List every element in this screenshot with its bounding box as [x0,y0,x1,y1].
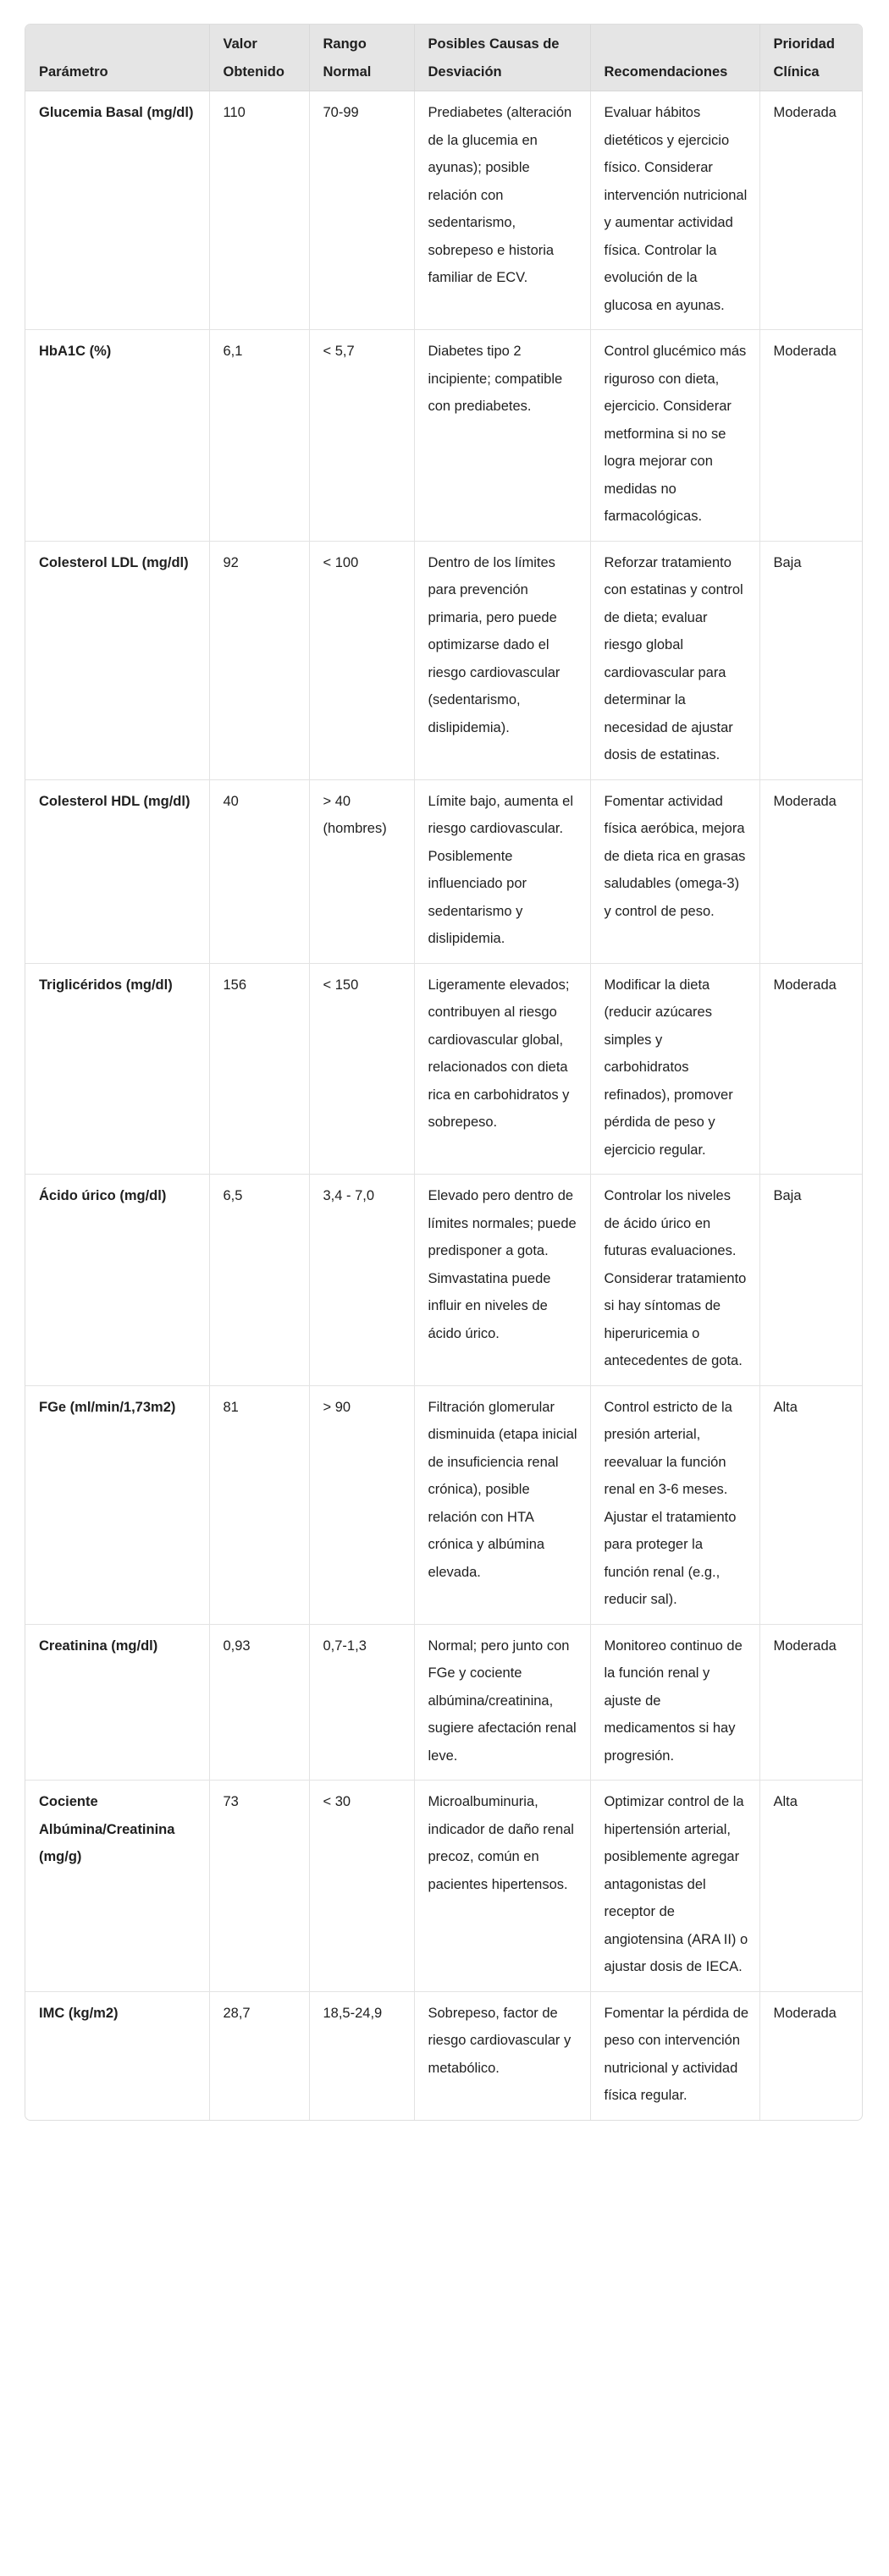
cell-causas: Dentro de los límites para prevención primaria, pero puede optimizarse dado el riesgo cardiovascular (sedentarismo, dislipidemia). [414,541,590,779]
cell-parametro: Glucemia Basal (mg/dl) [25,91,209,330]
cell-parametro: Ácido úrico (mg/dl) [25,1175,209,1386]
cell-parametro: Creatinina (mg/dl) [25,1624,209,1781]
header-row [25,25,862,91]
cell-rango: < 100 [309,541,414,779]
cell-causas: Normal; pero junto con FGe y cociente albúmina/creatinina, sugiere afectación renal leve. [414,1624,590,1781]
cell-rango: 18,5-24,9 [309,1991,414,2120]
cell-prioridad: Moderada [759,963,862,1175]
cell-rango: > 40 (hombres) [309,779,414,963]
cell-prioridad: Moderada [759,330,862,542]
cell-prioridad: Moderada [759,779,862,963]
cell-rango: 3,4 - 7,0 [309,1175,414,1386]
header-rango-normal: Rango Normal [309,25,414,91]
cell-parametro: Cociente Albúmina/Creatinina (mg/g) [25,1781,209,1992]
cell-causas: Sobrepeso, factor de riesgo cardiovascular y metabólico. [414,1991,590,2120]
cell-prioridad: Alta [759,1385,862,1624]
cell-rango: < 30 [309,1781,414,1992]
cell-valor: 156 [209,963,309,1175]
table-row [25,330,862,542]
cell-causas: Prediabetes (alteración de la glucemia en ayunas); posible relación con sedentarismo, sobrepeso e historia familiar de ECV. [414,91,590,330]
header-parametro: Parámetro [25,25,209,91]
cell-rango: 0,7-1,3 [309,1624,414,1781]
cell-prioridad: Baja [759,1175,862,1386]
cell-parametro: IMC (kg/m2) [25,1991,209,2120]
cell-parametro: Colesterol LDL (mg/dl) [25,541,209,779]
header-valor-obtenido: Valor Obtenido [209,25,309,91]
cell-valor: 6,1 [209,330,309,542]
cell-recomendaciones: Control glucémico más riguroso con dieta, ejercicio. Considerar metformina si no se logra mejorar con medidas no farmacológicas. [590,330,759,542]
cell-rango: < 5,7 [309,330,414,542]
cell-rango: 70-99 [309,91,414,330]
cell-valor: 81 [209,1385,309,1624]
table-row [25,1781,862,1992]
cell-rango: < 150 [309,963,414,1175]
cell-prioridad: Moderada [773,2005,837,2021]
cell-parametro: Triglicéridos (mg/dl) [25,963,209,1175]
cell-causas: Ligeramente elevados; contribuyen al riesgo cardiovascular global, relacionados con dieta rica en carbohidratos y sobrepeso. [414,963,590,1175]
cell-valor: 92 [209,541,309,779]
cell-valor: 28,7 [209,1991,309,2120]
cell-valor: 0,93 [209,1624,309,1781]
cell-recomendaciones: Reforzar tratamiento con estatinas y control de dieta; evaluar riesgo global cardiovascular para determinar la necesidad de ajustar dosis de estatinas. [590,541,759,779]
table-row [25,963,862,1175]
table-row [25,1624,862,1781]
cell-parametro: Colesterol HDL (mg/dl) [25,779,209,963]
cell-recomendaciones: Controlar los niveles de ácido úrico en futuras evaluaciones. Considerar tratamiento si hay síntomas de hiperuricemia o antecedentes de gota. [590,1175,759,1386]
cell-valor: 6,5 [209,1175,309,1386]
table-row [25,541,862,779]
header-posibles-causas: Posibles Causas de Desviación [414,25,590,91]
cell-recomendaciones: Evaluar hábitos dietéticos y ejercicio físico. Considerar intervención nutricional y aumentar actividad física. Controlar la evolución de la glucosa en ayunas. [590,91,759,330]
cell-recomendaciones: Fomentar actividad física aeróbica, mejora de dieta rica en grasas saludables (omega-3) y control de peso. [590,779,759,963]
cell-recomendaciones: Fomentar la pérdida de peso con intervención nutricional y actividad física regular. [590,1991,759,2120]
cell-valor: 73 [209,1781,309,1992]
lab-results-table-container [25,24,863,2121]
cell-causas: Elevado pero dentro de límites normales; puede predisponer a gota. Simvastatina puede influir en niveles de ácido úrico. [414,1175,590,1386]
table-row [25,779,862,963]
cell-recomendaciones: Control estricto de la presión arterial, reevaluar la función renal en 3-6 meses. Ajustar el tratamiento para proteger la función renal (e.g., reducir sal). [590,1385,759,1624]
table-row [25,1175,862,1386]
cell-prioridad: Moderada [759,91,862,330]
cell-prioridad: Moderada [759,1624,862,1781]
table-header [25,25,862,91]
cell-valor: 40 [209,779,309,963]
cell-parametro: HbA1C (%) [25,330,209,542]
lab-results-table [25,25,862,2120]
cell-recomendaciones: Modificar la dieta (reducir azúcares simples y carbohidratos refinados), promover pérdida de peso y ejercicio regular. [590,963,759,1175]
cell-prioridad: Alta [759,1781,862,1992]
cell-valor: 110 [209,91,309,330]
cell-rango: > 90 [309,1385,414,1624]
table-row [25,91,862,330]
cell-causas: Diabetes tipo 2 incipiente; compatible con prediabetes. [414,330,590,542]
table-row [25,1385,862,1624]
cell-prioridad: Baja [759,541,862,779]
cell-causas: Filtración glomerular disminuida (etapa inicial de insuficiencia renal crónica), posible relación con HTA crónica y albúmina elevada. [414,1385,590,1624]
cell-recomendaciones: Monitoreo continuo de la función renal y ajuste de medicamentos si hay progresión. [590,1624,759,1781]
cell-recomendaciones: Optimizar control de la hipertensión arterial, posiblemente agregar antagonistas del receptor de angiotensina (ARA II) o ajustar dosis de IECA. [590,1781,759,1992]
cell-causas: Límite bajo, aumenta el riesgo cardiovascular. Posiblemente influenciado por sedentarismo y dislipidemia. [414,779,590,963]
table-body [25,91,862,2120]
table-row [25,1991,862,2120]
cell-causas: Microalbuminuria, indicador de daño renal precoz, común en pacientes hipertensos. [414,1781,590,1992]
cell-parametro: FGe (ml/min/1,73m2) [25,1385,209,1624]
header-recomendaciones: Recomendaciones [590,25,759,91]
header-prioridad-clinica: Prioridad Clínica [759,25,862,91]
